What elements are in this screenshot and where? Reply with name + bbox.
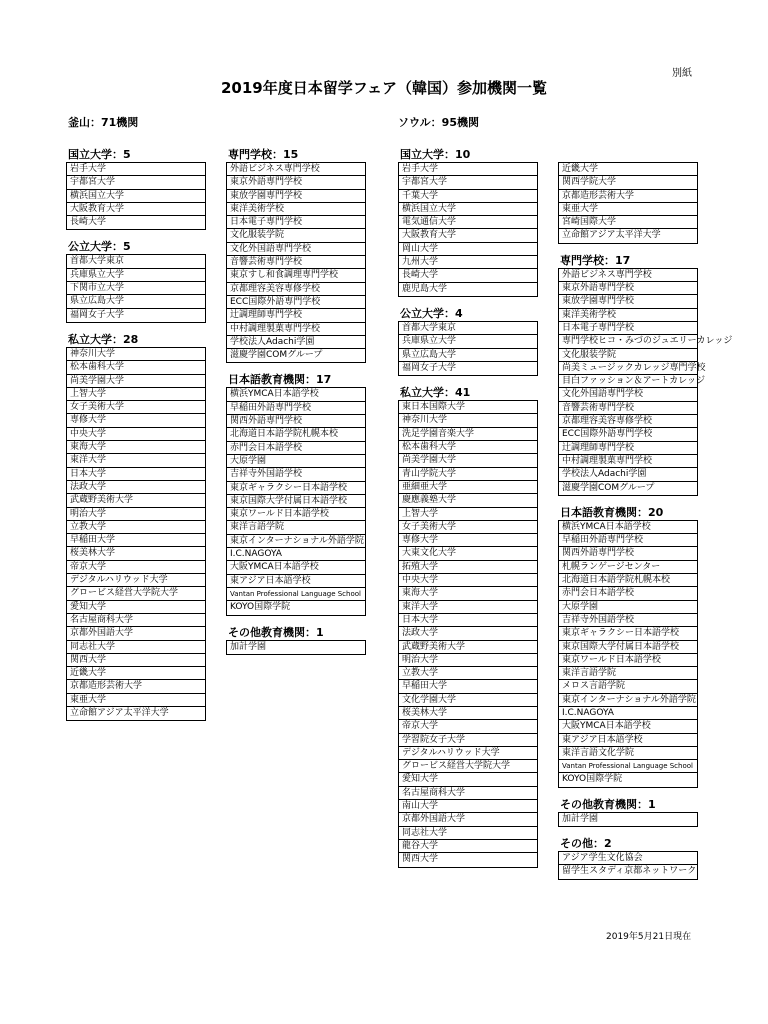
- institution-row: 下関市立大学: [67, 282, 205, 295]
- institution-row: 東洋言語文化学院: [559, 747, 697, 760]
- institution-row: デジタルハリウッド大学: [67, 574, 205, 587]
- institution-row: 吉祥寺外国語学校: [559, 614, 697, 627]
- institution-row: 青山学院大学: [399, 468, 537, 481]
- section-title: 日本語教育機関：20: [560, 505, 664, 519]
- institution-row: 文化服装学院: [227, 229, 365, 242]
- institution-row: 立命館アジア太平洋大学: [562, 230, 661, 241]
- institution-row: 名古屋商科大学: [399, 787, 537, 800]
- institution-row: 愛知大学: [67, 601, 205, 614]
- institution-row: 尚美学園大学: [67, 375, 205, 388]
- section-title: 国立大学：5: [68, 148, 131, 161]
- institution-row: 早稲田大学: [399, 680, 537, 693]
- institution-row: 帝京大学: [399, 720, 537, 733]
- section-title: 国立大学：10: [400, 148, 471, 161]
- institution-row: 神奈川大学: [399, 414, 537, 427]
- section-title: その他教育機関：1: [228, 625, 324, 639]
- institution-row: 専修大学: [67, 414, 205, 427]
- institution-row: 学校法人Adachi学園: [227, 336, 365, 349]
- institution-list: [558, 162, 698, 244]
- institution-row: 長崎大学: [399, 269, 537, 282]
- institution-list: [226, 640, 366, 655]
- institution-row: 女子美術大学: [399, 521, 537, 534]
- institution-row: 大阪YMCA日本語学校: [227, 561, 365, 574]
- institution-row: 文化外国語専門学校: [559, 388, 697, 401]
- institution-row: 拓殖大学: [399, 561, 537, 574]
- institution-row: 東放学園専門学校: [227, 190, 365, 203]
- institution-row: 東京外語専門学校: [559, 282, 697, 295]
- section-title: その他：2: [560, 837, 612, 851]
- institution-row: 福岡女子大学: [402, 362, 457, 373]
- institution-row: 首都大学東京: [67, 255, 205, 268]
- institution-row: デジタルハリウッド大学: [399, 747, 537, 760]
- institution-row: 首都大学東京: [399, 322, 537, 335]
- section-title: 私立大学：41: [400, 386, 471, 400]
- institution-row: 県立広島大学: [67, 295, 205, 308]
- institution-list: [226, 162, 366, 363]
- institution-row: 中央大学: [399, 574, 537, 587]
- institution-row: 尚美学園大学: [399, 454, 537, 467]
- institution-row: 外語ビジネス専門学校: [227, 163, 365, 176]
- institution-row: 日本電子専門学校: [559, 322, 697, 335]
- institution-row: I.C.NAGOYA: [227, 548, 365, 561]
- institution-row: 関西大学: [402, 854, 439, 865]
- institution-row: 神奈川大学: [67, 348, 205, 361]
- institution-row: 目白ファッション＆アートカレッジ: [559, 375, 697, 388]
- institution-row: 早稲田外語専門学校: [559, 534, 697, 547]
- institution-row: 東京すし和食調理専門学校: [227, 269, 365, 282]
- as-of-date: 2019年5月21日現在: [606, 932, 692, 942]
- institution-row: 東京外語専門学校: [227, 176, 365, 189]
- section-title: 専門学校：15: [228, 148, 299, 161]
- institution-row: 東洋言語学院: [559, 667, 697, 680]
- institution-row: 龍谷大学: [399, 840, 537, 853]
- institution-row: 日本大学: [399, 614, 537, 627]
- institution-row: 兵庫県立大学: [399, 335, 537, 348]
- institution-row: 宇都宮大学: [399, 176, 537, 189]
- section-title: 公立大学：5: [68, 240, 131, 254]
- institution-row: 洗足学園音楽大学: [399, 428, 537, 441]
- institution-row: 関西学院大学: [559, 176, 697, 189]
- institution-row: 東洋言語学院: [227, 521, 365, 534]
- institution-row: 大原学園: [227, 455, 365, 468]
- institution-row: 電気通信大学: [399, 216, 537, 229]
- institution-row: 東京ギャラクシー日本語学校: [227, 482, 365, 495]
- institution-row: 武蔵野美術大学: [67, 494, 205, 507]
- institution-list: [398, 400, 538, 867]
- institution-row: 立命館アジア太平洋大学: [70, 707, 169, 718]
- institution-row: 大阪教育大学: [67, 203, 205, 216]
- institution-row: 京都外国語大学: [67, 627, 205, 640]
- institution-row: 中村調理製菓専門学校: [227, 323, 365, 336]
- institution-row: 亜細亜大学: [399, 481, 537, 494]
- institution-list: [558, 812, 698, 827]
- institution-row: 東京ワールド日本語学校: [227, 508, 365, 521]
- section-title: 日本語教育機関：17: [228, 373, 332, 387]
- institution-list: [398, 321, 538, 376]
- institution-row: 中央大学: [67, 428, 205, 441]
- institution-row: 同志社大学: [67, 641, 205, 654]
- institution-row: KOYO国際学院: [562, 774, 623, 785]
- institution-row: 立教大学: [399, 667, 537, 680]
- institution-row: 法政大学: [67, 481, 205, 494]
- attachment-label: 別紙: [672, 68, 692, 79]
- institution-row: 東京インターナショナル外語学院: [227, 535, 365, 548]
- institution-row: 吉祥寺外国語学校: [227, 468, 365, 481]
- institution-list: [398, 162, 538, 297]
- institution-row: 赤門会日本語学校: [559, 587, 697, 600]
- institution-row: 岩手大学: [67, 163, 205, 176]
- institution-row: 大東文化大学: [399, 547, 537, 560]
- institution-row: 東洋美術学校: [559, 309, 697, 322]
- institution-row: 東放学園専門学校: [559, 295, 697, 308]
- institution-list: [66, 162, 206, 230]
- institution-row: 関西外語専門学校: [227, 415, 365, 428]
- institution-row: 岩手大学: [399, 163, 537, 176]
- institution-row: 女子美術大学: [67, 401, 205, 414]
- institution-row: 東亜大学: [67, 694, 205, 707]
- institution-row: 横浜国立大学: [399, 203, 537, 216]
- institution-row: 桜美林大学: [399, 707, 537, 720]
- institution-row: 関西外語専門学校: [559, 547, 697, 560]
- institution-row: 音響芸術専門学校: [227, 256, 365, 269]
- institution-row: 東京国際大学付属日本語学校: [559, 641, 697, 654]
- institution-row: Vantan Professional Language School: [559, 760, 697, 773]
- institution-row: 名古屋商科大学: [67, 614, 205, 627]
- institution-row: 京都理容美容専修学校: [559, 415, 697, 428]
- institution-row: 慶應義塾大学: [399, 494, 537, 507]
- institution-row: 大阪YMCA日本語学校: [559, 720, 697, 733]
- institution-row: KOYO国際学院: [230, 602, 291, 613]
- institution-row: 上智大学: [399, 508, 537, 521]
- institution-row: 東洋美術学校: [227, 203, 365, 216]
- institution-row: 東海大学: [399, 587, 537, 600]
- institution-row: 尚美ミュージックカレッジ専門学校: [559, 362, 697, 375]
- institution-row: 立教大学: [67, 521, 205, 534]
- institution-row: 福岡女子大学: [70, 309, 125, 320]
- institution-row: 法政大学: [399, 627, 537, 640]
- institution-row: 学校法人Adachi学園: [559, 468, 697, 481]
- institution-row: 東亜大学: [559, 203, 697, 216]
- section-title: その他教育機関：1: [560, 797, 656, 811]
- institution-row: 日本電子専門学校: [227, 216, 365, 229]
- institution-row: 宇都宮大学: [67, 176, 205, 189]
- seoul-heading: ソウル：95機関: [398, 116, 479, 129]
- institution-row: 東海大学: [67, 441, 205, 454]
- institution-row: 長崎大学: [70, 217, 107, 228]
- institution-row: 文化外国語専門学校: [227, 243, 365, 256]
- institution-row: ECC国際外語専門学校: [227, 296, 365, 309]
- institution-row: 京都理容美容専修学校: [227, 283, 365, 296]
- section-title: 公立大学：4: [400, 306, 463, 320]
- institution-row: 横浜YMCA日本語学校: [227, 388, 365, 401]
- section-title: 専門学校：17: [560, 253, 631, 267]
- institution-row: 京都外国語大学: [399, 813, 537, 826]
- institution-list: [558, 268, 733, 496]
- institution-row: 外語ビジネス専門学校: [559, 269, 697, 282]
- institution-row: 宮崎国際大学: [559, 216, 697, 229]
- institution-row: 京都造形芸術大学: [67, 680, 205, 693]
- institution-row: 文化服装学院: [559, 349, 697, 362]
- institution-row: 明治大学: [67, 508, 205, 521]
- institution-row: 上智大学: [67, 388, 205, 401]
- institution-row: 早稲田大学: [67, 534, 205, 547]
- busan-column-2: [226, 148, 366, 665]
- seoul-column-2: [558, 148, 733, 890]
- institution-row: 横浜国立大学: [67, 190, 205, 203]
- institution-row: 文化学園大学: [399, 694, 537, 707]
- institution-row: 学習院女子大学: [399, 734, 537, 747]
- institution-list: [558, 851, 698, 880]
- institution-row: 東アジア日本語学校: [227, 575, 365, 588]
- institution-row: 東日本国際大学: [399, 401, 537, 414]
- institution-row: 大阪教育大学: [399, 229, 537, 242]
- institution-row: 赤門会日本語学校: [227, 442, 365, 455]
- seoul-column-1: [398, 148, 538, 878]
- institution-row: 同志社大学: [399, 827, 537, 840]
- institution-row: Vantan Professional Language School: [227, 588, 365, 601]
- institution-row: アジア学生文化協会: [559, 852, 697, 865]
- institution-row: 札幌ランゲージセンター: [559, 561, 697, 574]
- institution-row: 近畿大学: [559, 163, 697, 176]
- institution-row: 大原学園: [559, 601, 697, 614]
- institution-row: 東京国際大学付属日本語学校: [227, 495, 365, 508]
- institution-row: 東京ワールド日本語学校: [559, 654, 697, 667]
- institution-row: 東洋大学: [67, 454, 205, 467]
- institution-row: 滋慶学園COMグループ: [562, 482, 655, 493]
- institution-row: 武蔵野美術大学: [399, 641, 537, 654]
- institution-row: 加計学園: [562, 813, 599, 824]
- institution-row: 岡山大学: [399, 243, 537, 256]
- institution-row: 東アジア日本語学校: [559, 734, 697, 747]
- institution-row: 日本大学: [67, 468, 205, 481]
- institution-row: 早稲田外語専門学校: [227, 402, 365, 415]
- institution-list: [558, 520, 698, 788]
- institution-list: [66, 254, 206, 322]
- institution-row: グロービス経営大学院大学: [67, 587, 205, 600]
- institution-row: メロス言語学院: [559, 680, 697, 693]
- institution-row: 加計学園: [230, 641, 267, 652]
- institution-row: 東京インターナショナル外語学院: [559, 694, 697, 707]
- institution-row: 京都造形芸術大学: [559, 190, 697, 203]
- institution-row: 東洋大学: [399, 601, 537, 614]
- institution-row: 九州大学: [399, 256, 537, 269]
- page-title: 2019年度日本留学フェア（韓国）参加機関一覧: [220, 79, 547, 97]
- institution-row: 辻調理師専門学校: [227, 309, 365, 322]
- institution-row: 専修大学: [399, 534, 537, 547]
- institution-row: 鹿児島大学: [402, 283, 448, 294]
- institution-row: 留学生スタディ京都ネットワーク: [562, 866, 697, 877]
- institution-row: 松本歯科大学: [399, 441, 537, 454]
- institution-row: 千葉大学: [399, 190, 537, 203]
- institution-row: 関西大学: [67, 654, 205, 667]
- institution-row: 専門学校ヒコ・みづのジュエリーカレッジ: [559, 335, 697, 348]
- institution-row: 桜美林大学: [67, 547, 205, 560]
- institution-row: ECC国際外語専門学校: [559, 428, 697, 441]
- busan-heading: 釜山：71機関: [68, 116, 139, 129]
- institution-row: 音響芸術専門学校: [559, 402, 697, 415]
- institution-row: 松本歯科大学: [67, 361, 205, 374]
- institution-row: グロービス経営大学院大学: [399, 760, 537, 773]
- institution-row: 愛知大学: [399, 773, 537, 786]
- institution-row: I.C.NAGOYA: [559, 707, 697, 720]
- institution-row: 兵庫県立大学: [67, 269, 205, 282]
- institution-list: [66, 347, 206, 721]
- institution-row: 近畿大学: [67, 667, 205, 680]
- institution-row: 県立広島大学: [399, 349, 537, 362]
- institution-row: 北海道日本語学院札幌本校: [227, 428, 365, 441]
- institution-row: 横浜YMCA日本語学校: [559, 521, 697, 534]
- institution-row: 辻調理師専門学校: [559, 442, 697, 455]
- institution-row: 滋慶学園COMグループ: [230, 350, 323, 361]
- institution-row: 東京ギャラクシー日本語学校: [559, 627, 697, 640]
- institution-row: 明治大学: [399, 654, 537, 667]
- institution-list: [226, 387, 366, 615]
- institution-row: 帝京大学: [67, 561, 205, 574]
- busan-column-1: [66, 148, 206, 731]
- section-title: 私立大学：28: [68, 332, 139, 346]
- institution-row: 中村調理製菓専門学校: [559, 455, 697, 468]
- institution-row: 南山大学: [399, 800, 537, 813]
- institution-row: 北海道日本語学院札幌本校: [559, 574, 697, 587]
